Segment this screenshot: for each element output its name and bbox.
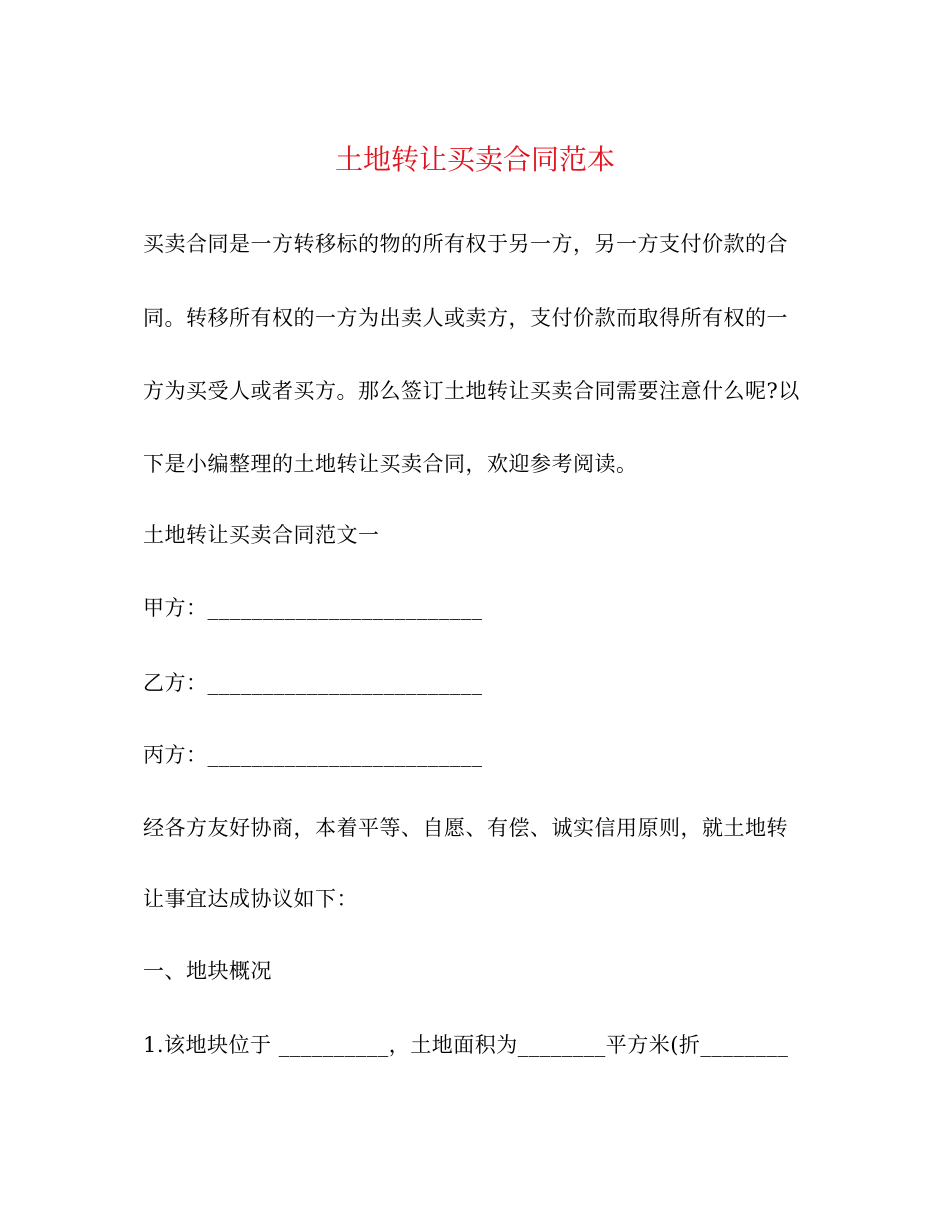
- section-heading-2: 一、地块概况: [143, 959, 272, 983]
- section-heading-1: 土地转让买卖合同范文一: [143, 523, 380, 547]
- body-line-5: 经各方友好协商，本着平等、自愿、有偿、诚实信用原则，就土地转: [143, 816, 788, 840]
- body-line-3: 方为买受人或者买方。那么签订土地转让买卖合同需要注意什么呢?以: [143, 379, 800, 403]
- clause-1-line: 1.该地块位于 __________，土地面积为________平方米(折________: [143, 1033, 789, 1057]
- body-line-4: 下是小编整理的土地转让买卖合同，欢迎参考阅读。: [143, 452, 638, 476]
- party-c-line: 丙方：_________________________: [143, 743, 483, 767]
- body-line-2: 同。转移所有权的一方为出卖人或卖方，支付价款而取得所有权的一: [143, 306, 788, 330]
- document-title: 土地转让买卖合同范本: [334, 143, 615, 176]
- body-line-6: 让事宜达成协议如下：: [143, 887, 358, 911]
- party-b-line: 乙方：_________________________: [143, 671, 483, 695]
- body-line-1: 买卖合同是一方转移标的物的所有权于另一方，另一方支付价款的合: [143, 232, 788, 256]
- party-a-line: 甲方：_________________________: [143, 596, 483, 620]
